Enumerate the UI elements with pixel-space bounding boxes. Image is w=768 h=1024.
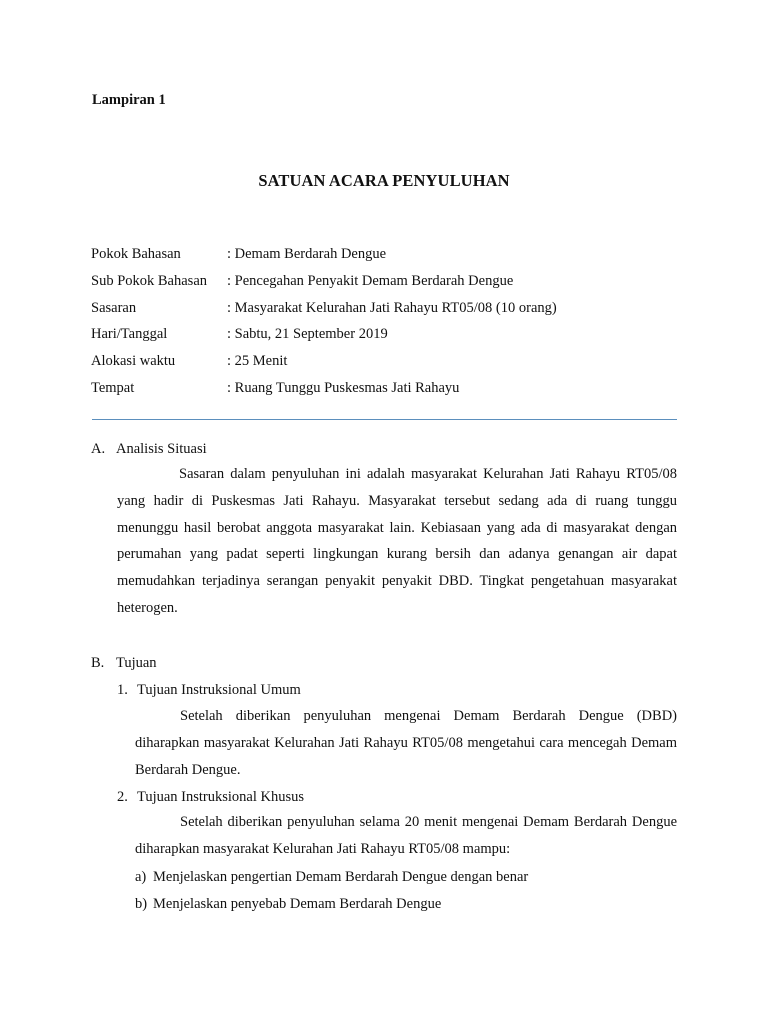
info-row-tempat (91, 378, 691, 405)
info-value: : Demam Berdarah Dengue (227, 246, 387, 262)
info-table (91, 244, 691, 405)
objective-item-b (135, 894, 441, 914)
info-label: Tempat (91, 379, 135, 396)
section-a-paragraph: Sasaran dalam penyuluhan ini adalah masyarakat Kelurahan Jati Rahayu RT05/08 yang hadir di Puskesmas Jati Rahayu. Masyarakat tersebut sedang ada di ruang tunggu menunggu hasil berobat anggota masyarakat lain. Kebiasaan yang ada di masyarakat dengan perumahan yang padat seperti lingkungan kurang bersih dan adanya genangan air dapat memudahkan terjadinya serangan penyakit penyakit DBD. Tingkat pengetahuan masyarakat heterogen. (117, 466, 677, 616)
section-title: Analisis Situasi (116, 441, 207, 457)
info-label: Sasaran (91, 299, 137, 316)
document-title: SATUAN ACARA PENYULUHAN (258, 171, 510, 190)
subsection-2-heading (117, 787, 304, 807)
info-row-alokasi-waktu (91, 351, 691, 378)
section-letter: A. (91, 441, 106, 457)
info-label: Alokasi waktu (91, 353, 176, 370)
section-a-heading (91, 439, 207, 459)
subsection-number: 1. (117, 682, 128, 698)
objective-item-a (135, 867, 528, 887)
section-letter: B. (91, 655, 105, 671)
section-title: Tujuan (116, 655, 157, 671)
info-row-hari-tanggal (91, 324, 691, 351)
info-label: Hari/Tanggal (91, 326, 168, 343)
subsection-title: Tujuan Instruksional Umum (137, 682, 301, 698)
subsection-1-heading (117, 680, 301, 700)
appendix-label: Lampiran 1 (92, 92, 166, 108)
info-value: : 25 Menit (227, 353, 288, 370)
section-b-heading (91, 653, 157, 673)
item-text: Menjelaskan pengertian Demam Berdarah Dengue dengan benar (153, 869, 529, 885)
info-row-sub-pokok-bahasan (91, 271, 691, 298)
info-value: : Ruang Tunggu Puskesmas Jati Rahayu (227, 379, 460, 396)
info-label: Pokok Bahasan (91, 246, 181, 262)
subsection-2-paragraph: Setelah diberikan penyuluhan selama 20 menit mengenai Demam Berdarah Dengue diharapkan masyarakat Kelurahan Jati Rahayu RT05/08 mampu: (135, 814, 677, 857)
subsection-1-paragraph: Setelah diberikan penyuluhan mengenai Demam Berdarah Dengue (DBD) diharapkan masyarakat Kelurahan Jati Rahayu RT05/08 mengetahui cara mencegah Demam Berdarah Dengue. (135, 708, 677, 778)
item-letter: a) (135, 869, 147, 885)
item-letter: b) (135, 896, 148, 912)
subsection-number: 2. (117, 789, 128, 805)
info-value: : Sabtu, 21 September 2019 (227, 326, 388, 343)
info-value: : Masyarakat Kelurahan Jati Rahayu RT05/08 (10 orang) (227, 299, 557, 316)
info-row-pokok-bahasan (91, 244, 691, 271)
info-row-sasaran (91, 298, 691, 325)
subsection-title: Tujuan Instruksional Khusus (137, 789, 305, 805)
item-text: Menjelaskan penyebab Demam Berdarah Dengue (153, 896, 442, 912)
info-label: Sub Pokok Bahasan (91, 272, 207, 289)
info-value: : Pencegahan Penyakit Demam Berdarah Dengue (227, 272, 514, 289)
horizontal-divider (92, 419, 677, 420)
